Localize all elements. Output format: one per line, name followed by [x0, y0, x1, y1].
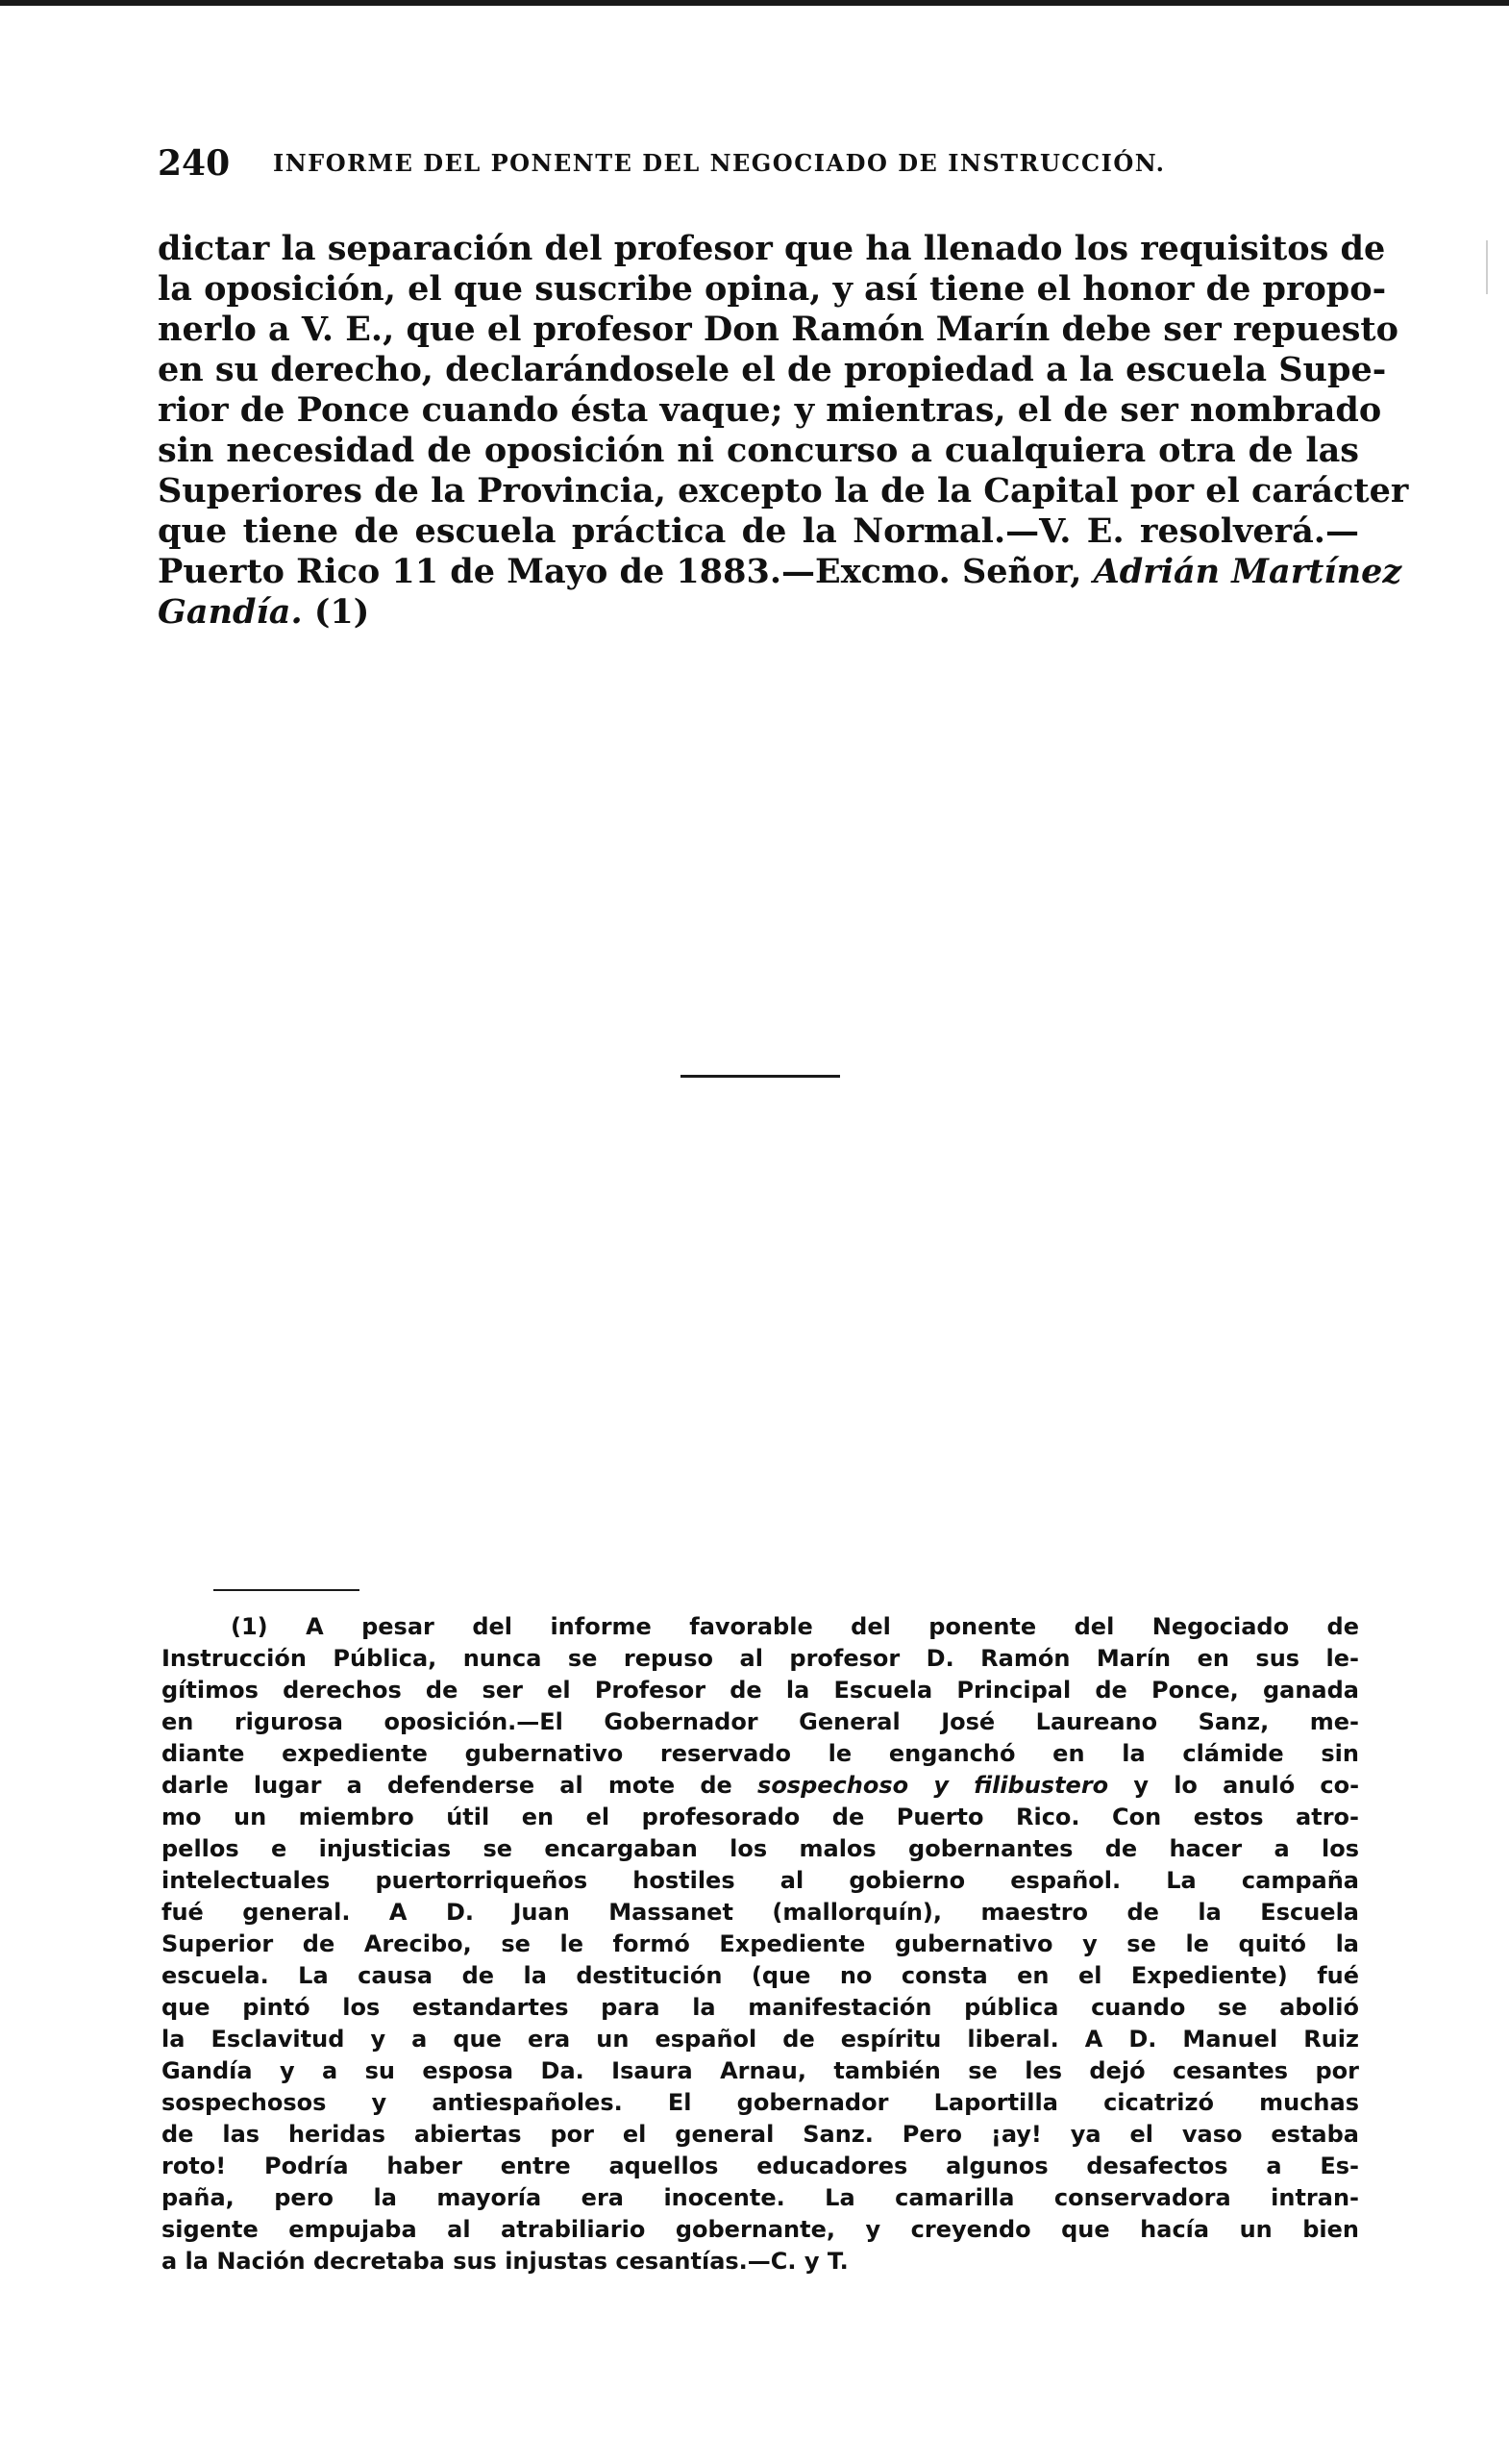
- footnote-line: la Esclavitud y a que era un español de espíritu liberal. A D. Manuel Ruiz: [161, 2026, 1359, 2053]
- footnote-line: que pintó los estandartes para la manifestación pública cuando se abolió: [161, 1994, 1359, 2021]
- body-line: en su derecho, declarándosele el de propiedad a la escuela Supe-: [158, 350, 1387, 389]
- footnote-line: (1) A pesar del informe favorable del ponente del Negociado de: [231, 1613, 1359, 1640]
- footnote-line: escuela. La causa de la destitución (que no consta en el Expediente) fué: [161, 1962, 1359, 1989]
- footnote-line: Instrucción Pública, nunca se repuso al profesor D. Ramón Marín en sus le-: [161, 1645, 1359, 1672]
- footnote-line: Gandía y a su esposa Da. Isaura Arnau, también se les dejó cesantes por: [161, 2057, 1359, 2084]
- body-line: Superiores de la Provincia, excepto la de la Capital por el carácter: [158, 471, 1409, 510]
- footnote-line: fué general. A D. Juan Massanet (mallorquín), maestro de la Escuela: [161, 1899, 1359, 1926]
- signature-continued: Gandía.: [158, 592, 303, 632]
- footnote-line: gítimos derechos de ser el Profesor de la Escuela Principal de Ponce, ganada: [161, 1677, 1359, 1704]
- footnote-separator: [213, 1589, 359, 1591]
- footnote-line-last: a la Nación decretaba sus injustas cesantías.—C. y T.: [161, 2248, 849, 2275]
- body-line-last: [158, 592, 1359, 633]
- page-header: [158, 144, 1359, 183]
- footnote-line: Superior de Arecibo, se le formó Expediente gubernativo y se le quitó la: [161, 1930, 1359, 1957]
- page-number: 240: [158, 143, 231, 184]
- body-line: la oposición, el que suscribe opina, y así tiene el honor de propo-: [158, 269, 1387, 309]
- body-line-with-signature: [158, 552, 1402, 592]
- footnote-line: sospechosos y antiespañoles. El gobernador Laportilla cicatrizó muchas: [161, 2089, 1359, 2116]
- footnote-text: y lo anuló co-: [1133, 1772, 1360, 1799]
- footnote-italic-term: sospechoso: [757, 1772, 909, 1799]
- footnote: [161, 1611, 1359, 2277]
- footnote-line: sigente empujaba al atrabiliario gobernante, y creyendo que hacía un bien: [161, 2216, 1359, 2243]
- footnote-italic-conjunction: y: [933, 1772, 949, 1799]
- body-line: nerlo a V. E., que el profesor Don Ramón Marín debe ser repuesto: [158, 310, 1398, 349]
- footnote-line: diante expediente gubernativo reservado le enganchó en la clámide sin: [161, 1740, 1359, 1767]
- footnote-line: roto! Podría haber entre aquellos educadores algunos desafectos a Es-: [161, 2153, 1359, 2179]
- footnote-line: paña, pero la mayoría era inocente. La camarilla conservadora intran-: [161, 2184, 1359, 2211]
- footnote-line: intelectuales puertorriqueños hostiles al gobierno español. La campaña: [161, 1867, 1359, 1894]
- body-line: sin necesidad de oposición ni concurso a cualquiera otra de las: [158, 431, 1359, 470]
- footnote-line: mo un miembro útil en el profesorado de Puerto Rico. Con estos atro-: [161, 1804, 1359, 1830]
- footnote-line-mote: [161, 1770, 1359, 1802]
- top-edge-rule: [0, 0, 1509, 6]
- footnote-line: en rigurosa oposición.—El Gobernador General José Laureano Sanz, me-: [161, 1708, 1359, 1735]
- margin-mark: [1486, 240, 1488, 294]
- body-line: rior de Ponce cuando ésta vaque; y mientras, el de ser nombrado: [158, 390, 1382, 430]
- section-divider: [680, 1075, 840, 1078]
- footnote-text: darle lugar a defenderse al mote de: [161, 1772, 732, 1799]
- footnote-line: pellos e injusticias se encargaban los malos gobernantes de hacer a los: [161, 1835, 1359, 1862]
- body-text: [158, 229, 1409, 633]
- footnote-line: de las heridas abiertas por el general Sanz. Pero ¡ay! ya el vaso estaba: [161, 2121, 1359, 2148]
- footnote-italic-term: filibustero: [974, 1772, 1109, 1799]
- running-head: INFORME DEL PONENTE DEL NEGOCIADO DE INSTRUCCIÓN.: [273, 149, 1166, 177]
- signature: Adrián Martínez: [1093, 552, 1402, 591]
- body-line: Puerto Rico 11 de Mayo de 1883.—Excmo. Señor,: [158, 552, 1082, 591]
- footnote-reference: (1): [313, 592, 370, 632]
- body-line: que tiene de escuela práctica de la Normal.—V. E. resolverá.—: [158, 511, 1359, 551]
- body-line: dictar la separación del profesor que ha llenado los requisitos de: [158, 229, 1386, 268]
